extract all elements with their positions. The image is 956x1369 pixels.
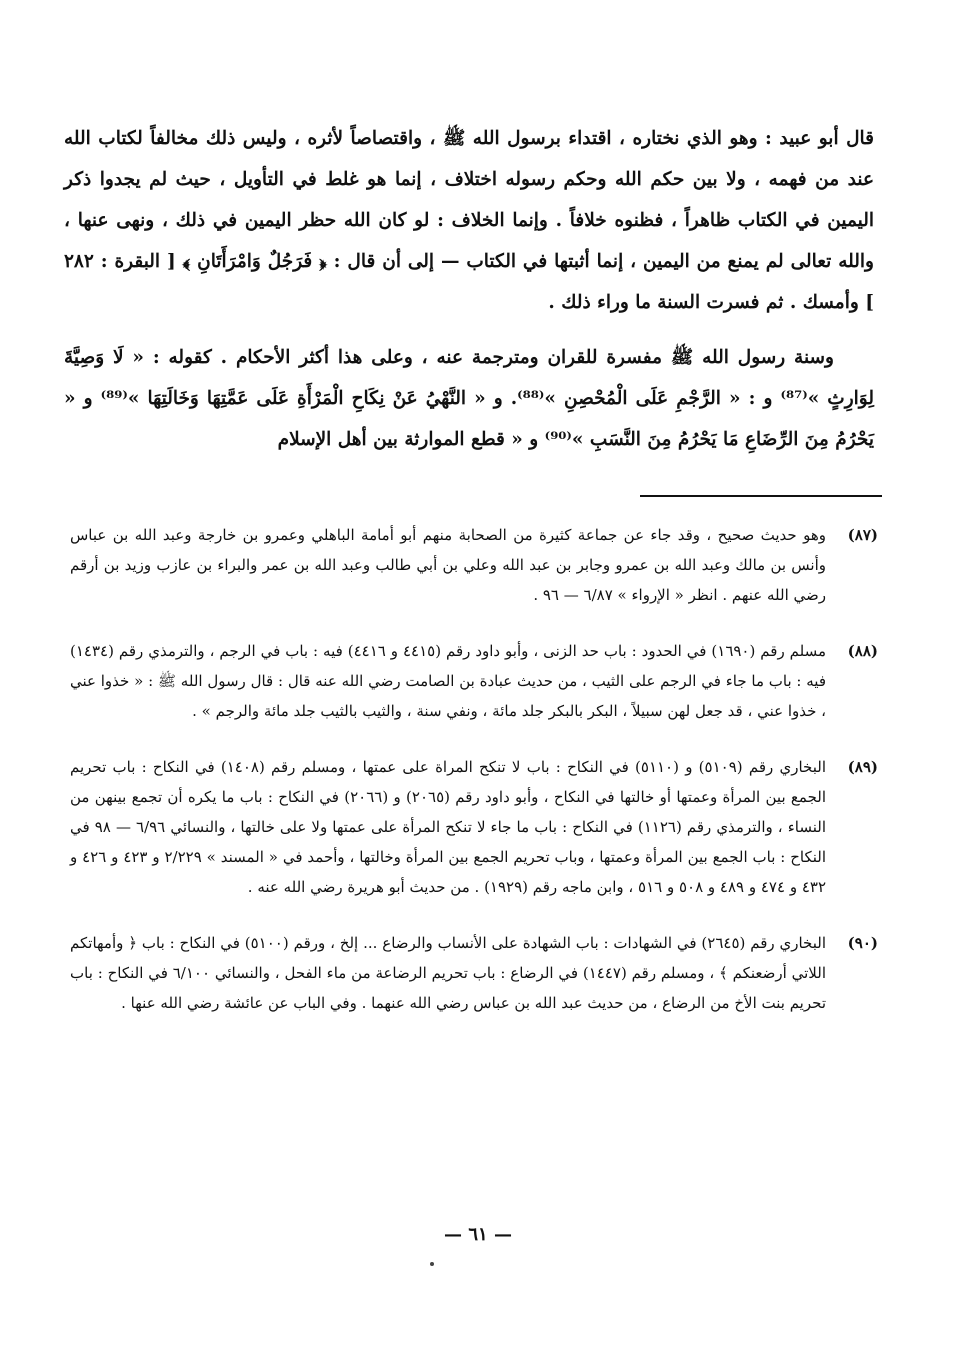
footnote-number: (٨٧) [847,526,878,544]
footnote-text: مسلم رقم (١٦٩٠) في الحدود : باب حد الزنى ، وأبو داود رقم (٤٤١٥ و ٤٤١٦) فيه : باب في الرجم ، والترمذي رقم (١٤٣٤) فيه : باب ما جاء في الرجم على الثيب ، من حديث عبادة بن الصامت رضي الله عنه قال : قال رسول الله ﷺ : « خذوا عني ، خذوا عني ، قد جعل لهن سبيلاً ، البكر بالبكر جلد مائة ، ونفي سنة ، والثيب بالثيب جلد مائة والرجم » . [70,642,827,720]
footnote-text: البخاري رقم (٥١٠٩) و (٥١١٠) في النكاح : باب لا تنكح المراة على عمتها ، ومسلم رقم (١٤٠٨) في النكاح : باب تحريم الجمع بين المرأة وعمتها أو خالتها في النكاح ، وأبو داود رقم (٢٠٦٥) و (٢٠٦٦) في النكاح : باب ما يكره أن تجمع بينهن من النساء ، والترمذي رقم (١١٢٦) في النكاح : باب ما جاء لا تنكح المرأة على عمتها ولا على خالتها ، والنسائي ٦/٩٦ — ٩٨ في النكاح : باب الجمع بين المرأة وعمتها ، وباب تحريم الجمع بين المرأة وخالتها ، وأحمد في « المسند » ٢/٢٢٩ و ٤٢٣ و ٤٢٦ و ٤٣٢ و ٤٧٤ و ٤٨٩ و ٥٠٨ و ٥١٦ ، وابن ماجه رقم (١٩٢٩) . من حديث أبو هريرة رضي الله عنه . [70,758,827,896]
footnote-item [70,636,878,726]
footnote-number: (٨٩) [847,758,878,776]
footnote-item [70,928,878,1018]
page-number: — ٦١ — [444,1224,512,1245]
print-dot [430,1262,434,1266]
footnote-text: البخاري رقم (٢٦٤٥) في الشهادات : باب الشهادة على الأنساب والرضاع ... إلخ ، ورقم (٥١٠٠) في النكاح : باب ﴿ وأمهاتكم اللاتي أرضعنكم ﴾ ، ومسلم رقم (١٤٤٧) في الرضاع : باب تحريم الرضاعة من ماء الفحل ، والنسائي ٦/١٠٠ في النكاح : باب تحريم بنت الأخ من الرضاع ، من حديث عبد الله بن عباس رضي الله عنهما . وفي الباب عن عائشة رضي الله عنها . [70,934,827,1012]
footnote-item [70,752,878,902]
footnote-number: (٨٨) [847,642,878,660]
footnote-item [70,520,878,610]
footnotes-section [70,520,878,1044]
body-paragraph: وسنة رسول الله ﷺ مفسرة للقران ومترجمة عنه ، وعلى هذا أكثر الأحكام . كقوله : « لَا وَصِيَّةَ لِوَارِثٍ »⁽⁸⁷⁾ و : « الرَّجْمِ عَلَى الْمُحْصِنِ »⁽⁸⁸⁾. و « النَّهْيُ عَنْ نِكَاحِ الْمَرْأَةِ عَلَى عَمَّتِهَا وَخَالَتِهَا »⁽⁸⁹⁾ و « يَحْرُمُ مِنَ الرِّضَاعِ مَا يَحْرُمُ مِنَ النَّسَبِ »⁽⁹⁰⁾ و « قطع الموارثة بين أهل الإسلام [64,347,874,450]
main-body-text [64,118,874,460]
footnote-text: وهو حديث صحيح ، وقد جاء عن جماعة كثيرة من الصحابة منهم أبو أمامة الباهلي وعمرو بن خارجة وعبد الله بن عباس وأنس بن مالك وعبد الله بن عمرو وجابر بن عبد الله وعلي بن أبي طالب وعبد الله بن عمر والبراء بن عازب وزيد بن أرقم رضي الله عنهم . انظر « الإرواء » ٦/٨٧ — ٩٦ . [70,526,826,604]
footnote-number: (٩٠) [847,934,878,952]
footnote-separator [640,495,882,497]
body-paragraph: قال أبو عبيد : وهو الذي نختاره ، اقتداء برسول الله ﷺ ، واقتصاصاً لأثره ، وليس ذلك مخالفاً لكتاب الله عند من فهمه ، ولا بين حكم الله وحكم رسوله اختلاف ، إنما هو غلط في التأويل ، حيث لم يجدوا ذكر اليمين في الكتاب ظاهراً ، فظنوه خلافاً . وإنما الخلاف : لو كان الله حظر اليمين في ذلك ، ونهى عنها ، والله تعالى لم يمنع من اليمين ، إنما أثبتها في الكتاب — إلى أن قال : ﴿ فَرَجُلٌ وَامْرَأَتَانِ ﴾ [ البقرة : ٢٨٢ ] وأمسك . ثم فسرت السنة ما وراء ذلك . [64,128,874,313]
